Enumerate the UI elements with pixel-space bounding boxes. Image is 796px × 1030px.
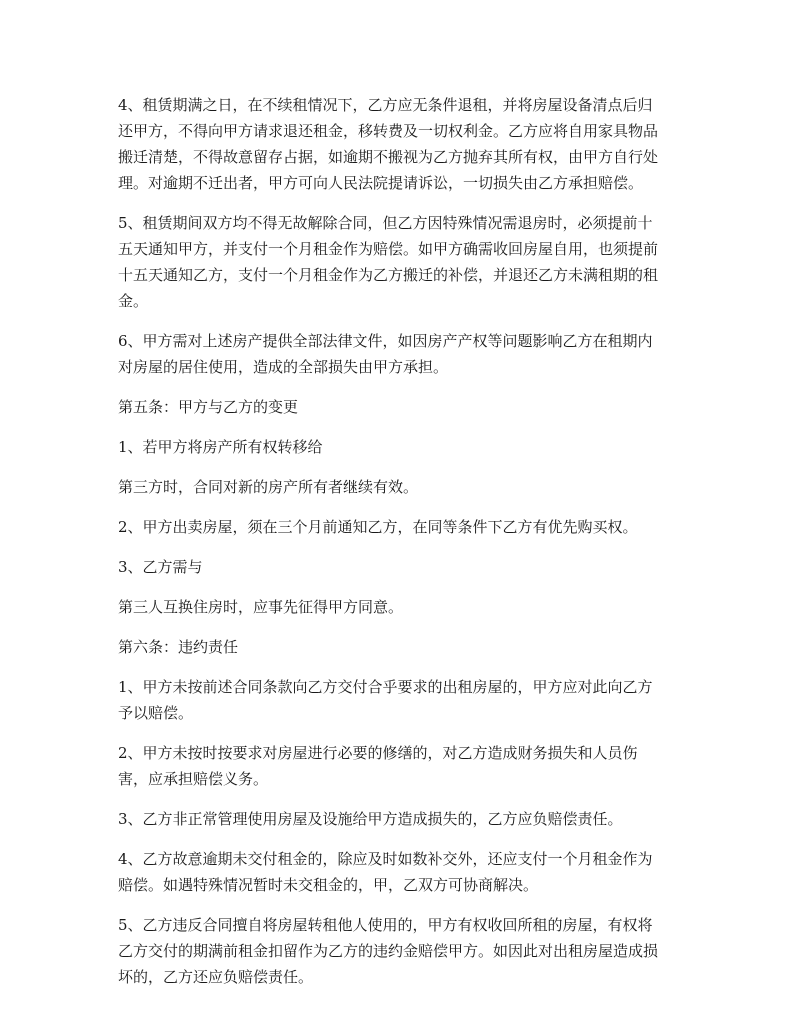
paragraph-article-6-item-1 — [118, 674, 684, 726]
text-line: 乙方交付的期满前租金扣留作为乙方的违约金赔偿甲方。如因此对出租房屋造成损 — [118, 942, 659, 960]
text-line: 5、乙方违反合同擅自将房屋转租他人使用的，甲方有权收回所租的房屋，有权将 — [118, 916, 653, 934]
text-line: 赔偿。如遇特殊情况暂时未交租金的，甲，乙双方可协商解决。 — [118, 876, 539, 894]
text-line: 1、若甲方将房产所有权转移给 — [118, 438, 323, 456]
text-line: 还甲方，不得向甲方请求退还租金，移转费及一切权利金。乙方应将自用家具物品 — [118, 122, 659, 140]
text-line: 五天通知甲方，并支付一个月租金作为赔偿。如甲方确需收回房屋自用，也须提前 — [118, 240, 659, 258]
text-line: 5、租赁期间双方均不得无故解除合同，但乙方因特殊情况需退房时，必须提前十 — [118, 214, 653, 232]
paragraph-article-6-item-2 — [118, 740, 684, 792]
document-page — [118, 92, 684, 1004]
paragraph-clause-5-termination — [118, 210, 684, 314]
paragraph-article-5-item-1 — [118, 434, 684, 460]
paragraph-article-6-item-5 — [118, 912, 684, 990]
text-line: 2、甲方出卖房屋，须在三个月前通知乙方，在同等条件下乙方有优先购买权。 — [118, 518, 638, 536]
text-line: 3、乙方非正常管理使用房屋及设施给甲方造成损失的，乙方应负赔偿责任。 — [118, 810, 623, 828]
text-line: 6、甲方需对上述房产提供全部法律文件，如因房产产权等问题影响乙方在租期内 — [118, 332, 653, 350]
text-line: 1、甲方未按前述合同条款向乙方交付合乎要求的出租房屋的，甲方应对此向乙方 — [118, 678, 653, 696]
text-line: 金。 — [118, 292, 149, 310]
text-line: 予以赔偿。 — [118, 704, 194, 722]
text-line: 3、乙方需与 — [118, 558, 203, 576]
text-line: 坏的，乙方还应负赔偿责任。 — [118, 968, 314, 986]
paragraph-clause-6-legal-documents — [118, 328, 684, 380]
text-line: 4、乙方故意逾期未交付租金的，除应及时如数补交外，还应支付一个月租金作为 — [118, 850, 653, 868]
paragraph-clause-4-lease-expiry — [118, 92, 684, 196]
text-line: 第三人互换住房时，应事先征得甲方同意。 — [118, 598, 404, 616]
section-heading-article-5 — [118, 394, 684, 420]
text-line: 第六条：违约责任 — [118, 638, 239, 656]
text-line: 第三方时，合同对新的房产所有者继续有效。 — [118, 478, 419, 496]
paragraph-article-5-item-1-continued — [118, 474, 684, 500]
paragraph-article-6-item-4 — [118, 846, 684, 898]
section-heading-article-6 — [118, 634, 684, 660]
text-line: 对房屋的居住使用，造成的全部损失由甲方承担。 — [118, 358, 449, 376]
paragraph-article-5-item-3 — [118, 554, 684, 580]
text-line: 2、甲方未按时按要求对房屋进行必要的修缮的，对乙方造成财务损失和人员伤 — [118, 744, 638, 762]
text-line: 十五天通知乙方，支付一个月租金作为乙方搬迁的补偿，并退还乙方未满租期的租 — [118, 266, 659, 284]
text-line: 搬迁清楚，不得故意留存占据，如逾期不搬视为乙方抛弃其所有权，由甲方自行处 — [118, 148, 659, 166]
paragraph-article-6-item-3 — [118, 806, 684, 832]
paragraph-article-5-item-2 — [118, 514, 684, 540]
text-line: 4、租赁期满之日，在不续租情况下，乙方应无条件退租，并将房屋设备清点后归 — [118, 96, 653, 114]
text-line: 第五条：甲方与乙方的变更 — [118, 398, 299, 416]
text-line: 理。对逾期不迁出者，甲方可向人民法院提请诉讼，一切损失由乙方承担赔偿。 — [118, 174, 644, 192]
text-line: 害，应承担赔偿义务。 — [118, 770, 269, 788]
paragraph-article-5-item-3-continued — [118, 594, 684, 620]
